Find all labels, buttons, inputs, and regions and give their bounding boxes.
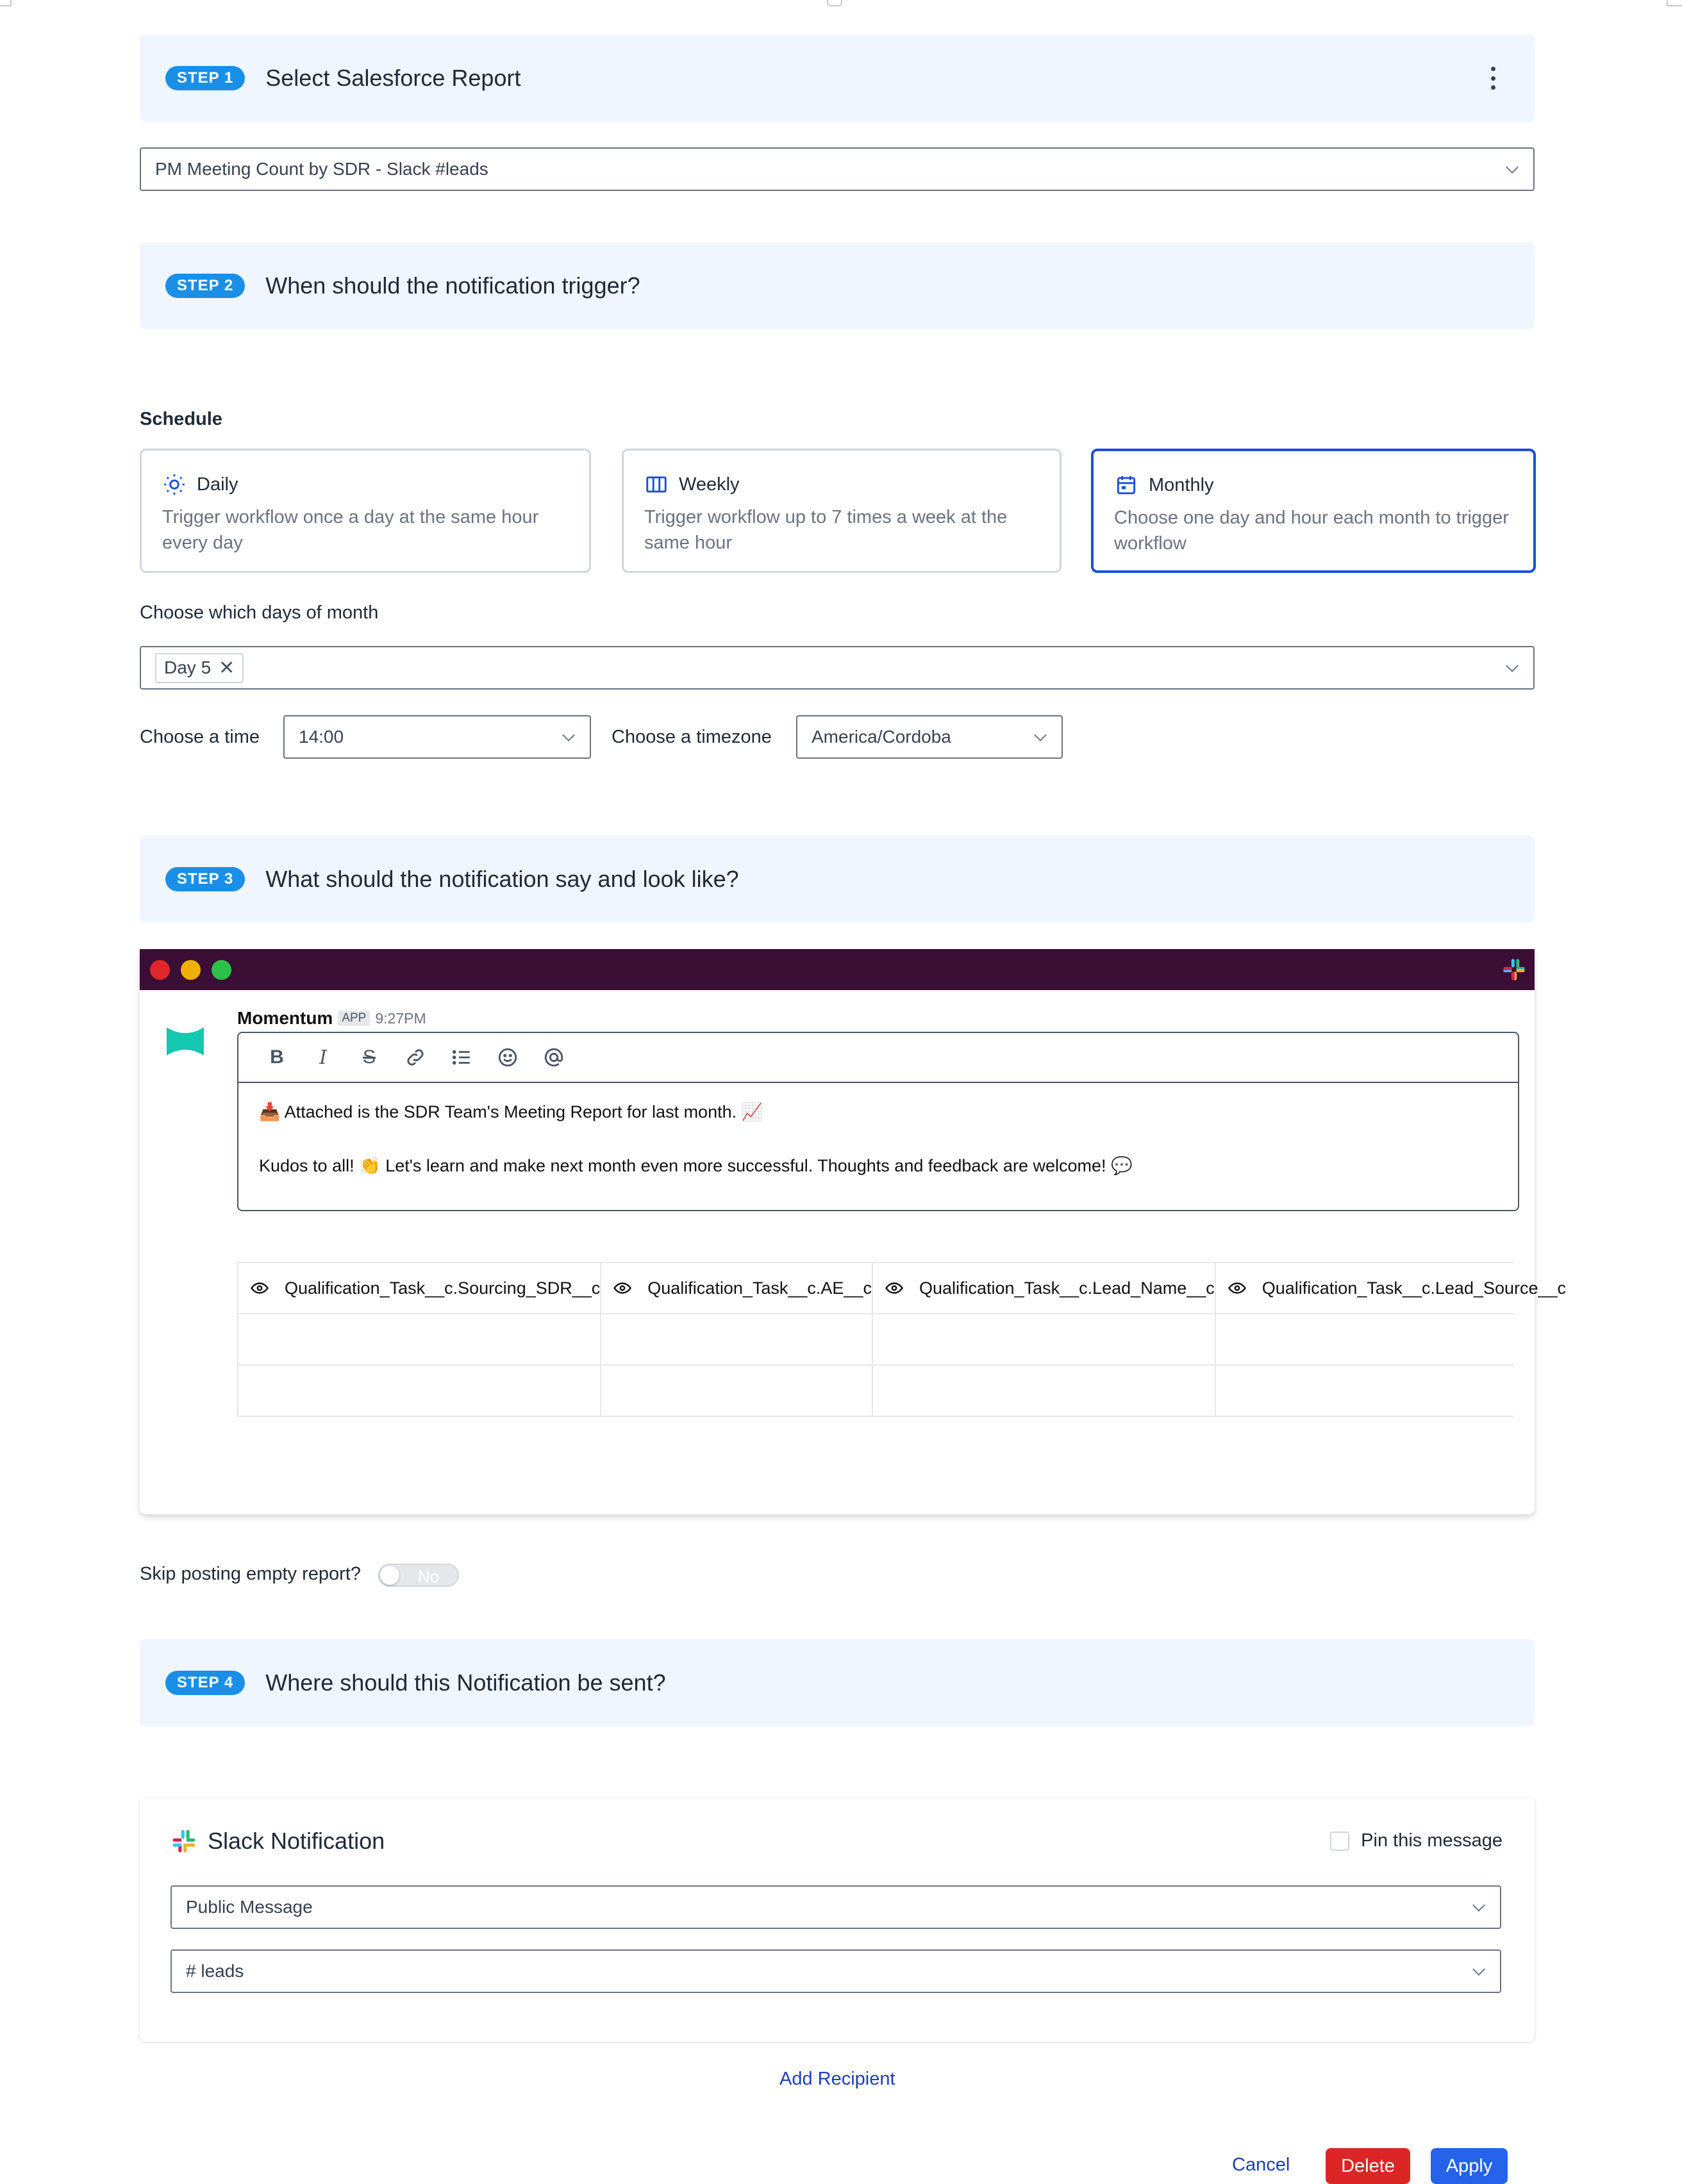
step4-title: Where should this Notification be sent? bbox=[265, 1669, 666, 1696]
column-name: Qualification_Task__c.Lead_Name__c bbox=[919, 1278, 1215, 1298]
step4-badge: STEP 4 bbox=[165, 1671, 245, 1695]
add-recipient-link[interactable]: Add Recipient bbox=[779, 2069, 895, 2089]
time-label: Choose a time bbox=[140, 727, 260, 747]
skip-empty-label: Skip posting empty report? bbox=[140, 1564, 361, 1584]
message-type-value: Public Message bbox=[186, 1897, 313, 1917]
toggle-knob bbox=[380, 1566, 399, 1585]
report-select-value: PM Meeting Count by SDR - Slack #leads bbox=[155, 159, 488, 179]
cancel-button[interactable]: Cancel bbox=[1232, 2155, 1290, 2175]
message-line-1: 📥 Attached is the SDR Team's Meeting Report for last month. 📈 bbox=[259, 1102, 763, 1121]
schedule-option-desc: Choose one day and hour each month to trigger workflow bbox=[1114, 508, 1509, 554]
column-name: Qualification_Task__c.AE__c bbox=[647, 1278, 872, 1298]
table-header[interactable] bbox=[872, 1262, 1215, 1314]
table-cell bbox=[872, 1314, 1215, 1365]
link-icon[interactable] bbox=[392, 1046, 438, 1068]
mention-icon[interactable] bbox=[531, 1046, 577, 1068]
step3-title: What should the notification say and look like? bbox=[265, 866, 739, 892]
slack-logo-icon bbox=[1501, 957, 1527, 982]
step1-banner bbox=[140, 35, 1535, 122]
message-author bbox=[237, 1008, 426, 1029]
step3-badge: STEP 3 bbox=[165, 867, 245, 891]
timezone-select[interactable] bbox=[796, 715, 1063, 759]
schedule-option-daily[interactable] bbox=[140, 449, 591, 573]
table-cell bbox=[1215, 1314, 1513, 1365]
editor-content[interactable] bbox=[238, 1083, 1518, 1195]
channel-select[interactable] bbox=[171, 1949, 1501, 1993]
step1-badge: STEP 1 bbox=[165, 66, 245, 90]
maximize-dot-icon bbox=[212, 960, 231, 980]
chevron-down-icon bbox=[1506, 161, 1519, 174]
kebab-menu-icon[interactable] bbox=[1490, 67, 1496, 90]
table-cell bbox=[601, 1314, 872, 1365]
chevron-down-icon bbox=[1472, 1963, 1485, 1976]
message-time: 9:27PM bbox=[375, 1009, 426, 1027]
chevron-down-icon bbox=[1472, 1899, 1485, 1912]
schedule-option-label: Monthly bbox=[1149, 474, 1214, 495]
message-type-select[interactable] bbox=[171, 1885, 1501, 1929]
table-cell bbox=[601, 1365, 872, 1416]
table-header-row bbox=[238, 1262, 1513, 1314]
calendar-icon bbox=[1114, 473, 1138, 497]
eye-icon[interactable] bbox=[613, 1278, 632, 1298]
close-dot-icon bbox=[150, 960, 170, 980]
table-cell bbox=[1215, 1365, 1513, 1416]
eye-icon[interactable] bbox=[885, 1278, 904, 1298]
time-select[interactable] bbox=[283, 715, 591, 759]
apply-button[interactable]: Apply bbox=[1431, 2148, 1508, 2184]
schedule-option-desc: Trigger workflow once a day at the same hour every day bbox=[162, 507, 539, 553]
notification-title bbox=[171, 1828, 385, 1855]
schedule-option-monthly[interactable] bbox=[1091, 449, 1536, 573]
message-line-2: Kudos to all! 👏 Let's learn and make next month even more successful. Thoughts and feedback are welcome! 💬 bbox=[259, 1156, 1133, 1175]
table-row bbox=[238, 1314, 1513, 1365]
table-cell bbox=[872, 1365, 1215, 1416]
step1-title: Select Salesforce Report bbox=[265, 65, 521, 91]
slack-logo-icon bbox=[171, 1828, 197, 1855]
list-icon[interactable] bbox=[438, 1046, 485, 1068]
days-label: Choose which days of month bbox=[140, 602, 379, 623]
step2-banner bbox=[140, 242, 1535, 329]
slack-preview-window bbox=[140, 949, 1567, 1514]
table-row bbox=[238, 1365, 1513, 1416]
schedule-option-label: Weekly bbox=[679, 474, 740, 495]
slack-notification-card bbox=[140, 1798, 1535, 2042]
report-select[interactable] bbox=[140, 147, 1535, 191]
checkbox[interactable] bbox=[1330, 1832, 1349, 1851]
bold-icon[interactable]: B bbox=[270, 1046, 284, 1068]
step2-title: When should the notification trigger? bbox=[265, 272, 640, 299]
corner-mark-center bbox=[827, 0, 842, 6]
corner-mark-right bbox=[1667, 0, 1682, 6]
skip-empty-toggle[interactable] bbox=[378, 1564, 459, 1587]
step3-banner bbox=[140, 836, 1535, 923]
schedule-label: Schedule bbox=[140, 409, 222, 429]
columns-icon bbox=[644, 472, 669, 497]
app-tag: APP bbox=[338, 1011, 370, 1026]
table-header[interactable] bbox=[601, 1262, 872, 1314]
window-titlebar bbox=[140, 949, 1535, 990]
timezone-label: Choose a timezone bbox=[612, 727, 772, 747]
italic-icon[interactable]: I bbox=[319, 1046, 327, 1069]
column-name: Qualification_Task__c.Lead_Source__c bbox=[1262, 1278, 1567, 1298]
timezone-select-value: America/Cordoba bbox=[812, 727, 951, 747]
table-cell bbox=[238, 1314, 601, 1365]
schedule-option-desc: Trigger workflow up to 7 times a week at the same hour bbox=[644, 507, 1008, 553]
author-name: Momentum bbox=[237, 1008, 333, 1028]
delete-button[interactable]: Delete bbox=[1326, 2148, 1410, 2184]
corner-mark-left bbox=[0, 0, 12, 6]
days-select[interactable] bbox=[140, 646, 1535, 690]
pin-label: Pin this message bbox=[1361, 1830, 1503, 1851]
pin-message-checkbox[interactable] bbox=[1330, 1830, 1503, 1851]
emoji-icon[interactable] bbox=[485, 1046, 531, 1068]
chevron-down-icon bbox=[1506, 659, 1519, 672]
column-name: Qualification_Task__c.Sourcing_SDR__c bbox=[285, 1278, 601, 1298]
table-cell bbox=[238, 1365, 601, 1416]
eye-icon[interactable] bbox=[1228, 1278, 1247, 1298]
time-select-value: 14:00 bbox=[299, 727, 344, 747]
schedule-option-label: Daily bbox=[197, 474, 238, 495]
schedule-option-weekly[interactable] bbox=[622, 449, 1062, 573]
chevron-down-icon bbox=[562, 729, 575, 741]
eye-icon[interactable] bbox=[250, 1278, 269, 1298]
chevron-down-icon bbox=[1034, 729, 1047, 741]
report-preview-table bbox=[237, 1262, 1567, 1417]
sun-icon bbox=[162, 472, 187, 497]
day-chip-label: Day 5 bbox=[164, 658, 212, 677]
message-editor[interactable] bbox=[237, 1032, 1519, 1211]
step4-banner bbox=[140, 1639, 1535, 1726]
toggle-text: No bbox=[418, 1567, 440, 1586]
close-icon[interactable]: ✕ bbox=[219, 657, 235, 679]
notification-title-text: Slack Notification bbox=[208, 1828, 385, 1854]
momentum-logo-icon bbox=[164, 1025, 206, 1058]
table-header[interactable] bbox=[238, 1262, 601, 1314]
strikethrough-icon[interactable]: S bbox=[362, 1046, 376, 1068]
table-header[interactable] bbox=[1215, 1262, 1567, 1314]
editor-toolbar bbox=[238, 1033, 1518, 1083]
channel-value: # leads bbox=[186, 1961, 244, 1981]
step2-badge: STEP 2 bbox=[165, 274, 245, 298]
day-chip[interactable] bbox=[155, 653, 244, 683]
minimize-dot-icon bbox=[181, 960, 201, 980]
